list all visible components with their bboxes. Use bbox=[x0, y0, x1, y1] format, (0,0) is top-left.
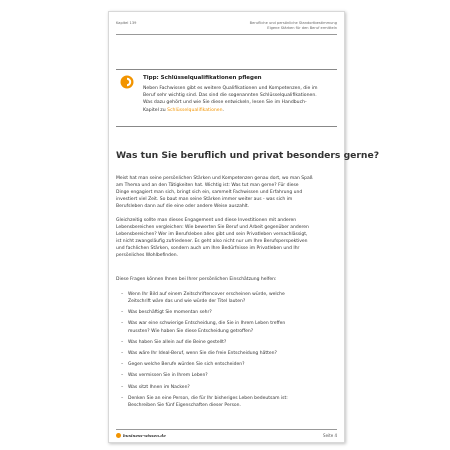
questions-intro: Diese Fragen können Ihnen bei Ihrer persönlichen Einschätzung helfen: bbox=[116, 277, 277, 282]
footer-logo: business-wissen.de bbox=[116, 433, 166, 438]
page-number: Seite 4 bbox=[323, 433, 337, 438]
list-item: – Was vermissen Sie in Ihrem Leben? bbox=[121, 373, 208, 379]
tip-text: Neben Fachwissen gibt es weitere Qualifikationen und Kompetenzen, die im Beruf sehr wichtig sind. Das sind die sogenannten Schlüsselqualifikationen. Was dazu gehört und wie Sie diese entwickeln, lesen Sie im Handbuch- Kapitel zu Schlüsselqualifikationen. bbox=[143, 86, 318, 113]
logo-dot-icon bbox=[116, 433, 121, 438]
list-item: – Denken Sie an eine Person, die für Ihr bisheriges Leben bedeutsam ist: Beschreiben Sie fünf Eigenschaften dieser Person. bbox=[121, 395, 288, 408]
list-item: – Was beschäftigt Sie momentan sehr? bbox=[121, 310, 212, 316]
paragraph-2: Gleichzeitig sollte man dieses Engagement und diese Investitionen mit anderen Lebensbereichen vergleichen: Wie bewerten Sie Beruf und Arbeit gegenüber anderen Lebensbereichen? Wer im Berufsleben alles gibt und sein Privatleben vernachlässigt, ist nicht zwangsläufig zufriedener. Es geht also nicht nur um Ihre Berufsperspektiven und fachlichen Stärken, sondern auch um Ihre Bedürfnisse im Privatleben und Ihr persönliches Wohlbefinden. bbox=[116, 218, 309, 259]
header-divider bbox=[116, 34, 337, 35]
list-item: – Was haben Sie allein auf die Beine gestellt? bbox=[121, 339, 227, 345]
tip-box bbox=[116, 69, 337, 127]
header-title: Berufliche und persönliche Standortbestimmung bbox=[249, 21, 337, 25]
list-item: – Was sitzt Ihnen im Nacken? bbox=[121, 384, 190, 390]
section-heading: Was tun Sie beruflich und privat besonders gerne? bbox=[116, 150, 380, 161]
document-page bbox=[108, 11, 380, 443]
list-item: – Was war eine schwierige Entscheidung, die Sie in Ihrem Leben treffen mussten? Wie haben Sie diese Entscheidung getroffen? bbox=[121, 321, 286, 334]
header-chapter: Kapitel 139 bbox=[116, 21, 137, 25]
list-item: – Was wäre Ihr Ideal-Beruf, wenn Sie die freie Entscheidung hätten? bbox=[121, 350, 277, 356]
questions-list bbox=[116, 291, 326, 413]
footer-divider bbox=[116, 429, 337, 430]
paragraph-1: Meist hat man seine persönlichen Stärken und Kompetenzen genau dort, wo man Spaß am Thema und an den Tätigkeiten hat. Wichtig ist: Was tut man gerne? Für diese Dinge engagiert man sich, bringt sich ein, sammelt Fachwissen und Erfahrung und investiert viel Zeit. So baut man seine Stärken immer weiter aus - was sich im Berufsleben dann auf die eine oder andere Weise auszahlt. bbox=[116, 176, 313, 210]
tip-bulb-icon bbox=[120, 75, 134, 89]
tip-title: Tipp: Schlüsselqualifikationen pflegen bbox=[143, 75, 262, 81]
list-item: – Gegen welche Berufe würden Sie sich entscheiden? bbox=[121, 362, 245, 368]
header-subtitle: Eigene Stärken für den Beruf ermitteln bbox=[267, 26, 337, 30]
list-item: – Wenn Ihr Bild auf einem Zeitschriftencover erscheinen würde, welche Zeitschrift wäre das und wie würde der Titel lauten? bbox=[121, 292, 285, 305]
link-schluesselqualifikationen[interactable]: Schlüsselqualifikationen bbox=[167, 107, 223, 113]
header-titles bbox=[250, 21, 337, 31]
